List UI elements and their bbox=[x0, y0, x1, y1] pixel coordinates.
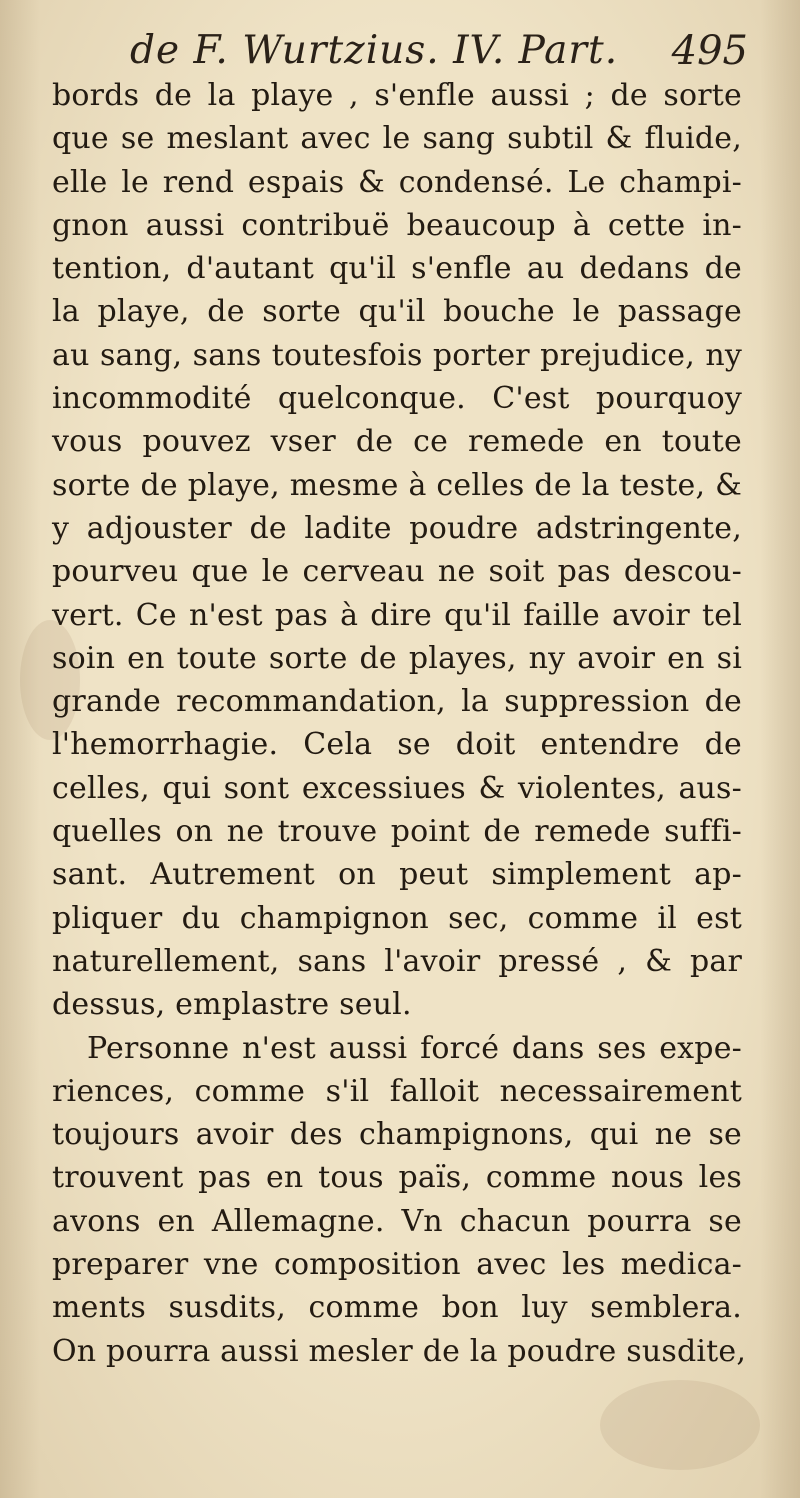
text-line: grande recommandation, la suppression de bbox=[52, 684, 742, 720]
text-line: pliquer du champignon sec, comme il est bbox=[52, 900, 742, 936]
text-line: preparer vne composition avec les medica- bbox=[52, 1247, 742, 1283]
running-title: de F. Wurtzius. IV. Part. bbox=[130, 28, 619, 73]
text-line: On pourra aussi mesler de la poudre susdite, bbox=[52, 1333, 747, 1369]
text-line: y adjouster de ladite poudre adstringente, bbox=[52, 510, 742, 546]
text-line: avons en Allemagne. Vn chacun pourra se bbox=[52, 1203, 742, 1239]
text-line: naturellement, sans l'avoir pressé , & par bbox=[52, 943, 742, 979]
page-number: 495 bbox=[671, 28, 748, 74]
text-line: toujours avoir des champignons, qui ne se bbox=[52, 1117, 742, 1153]
text-line: incommodité quelconque. C'est pourquoy bbox=[52, 381, 742, 417]
text-line: au sang, sans toutesfois porter prejudice, ny bbox=[52, 337, 742, 373]
text-line: celles, qui sont excessiues & violentes, aus- bbox=[52, 770, 742, 806]
text-line: que se meslant avec le sang subtil & fluide, bbox=[52, 121, 742, 157]
paper-stain bbox=[600, 1380, 760, 1470]
paragraph-end-line: dessus, emplastre seul. bbox=[52, 987, 412, 1023]
text-line: bords de la playe , s'enfle aussi ; de sorte bbox=[52, 78, 742, 113]
text-line: riences, comme s'il falloit necessairement bbox=[52, 1073, 742, 1109]
text-line: gnon aussi contribuë beaucoup à cette in- bbox=[52, 207, 742, 243]
text-line: l'hemorrhagie. Cela se doit entendre de bbox=[52, 727, 742, 763]
text-line: quelles on ne trouve point de remede suffi- bbox=[52, 814, 742, 850]
text-line: sant. Autrement on peut simplement ap- bbox=[52, 857, 742, 893]
paragraph-start-line: Personne n'est aussi forcé dans ses expe- bbox=[87, 1030, 742, 1066]
text-line: ments susdits, comme bon luy semblera. bbox=[52, 1290, 742, 1326]
text-line: sorte de playe, mesme à celles de la teste, & bbox=[52, 467, 742, 503]
text-line: elle le rend espais & condensé. Le champi- bbox=[52, 164, 742, 200]
text-line: pourveu que le cerveau ne soit pas descou- bbox=[52, 554, 742, 590]
text-line: trouvent pas en tous païs, comme nous les bbox=[52, 1160, 742, 1196]
text-line: vous pouvez vser de ce remede en toute bbox=[52, 424, 742, 460]
body-text bbox=[52, 74, 747, 1373]
text-line: soin en toute sorte de playes, ny avoir en si bbox=[52, 640, 742, 676]
text-line: vert. Ce n'est pas à dire qu'il faille avoir tel bbox=[52, 597, 742, 633]
text-line: tention, d'autant qu'il s'enfle au dedans de bbox=[52, 251, 742, 287]
text-line: la playe, de sorte qu'il bouche le passage bbox=[52, 294, 742, 330]
